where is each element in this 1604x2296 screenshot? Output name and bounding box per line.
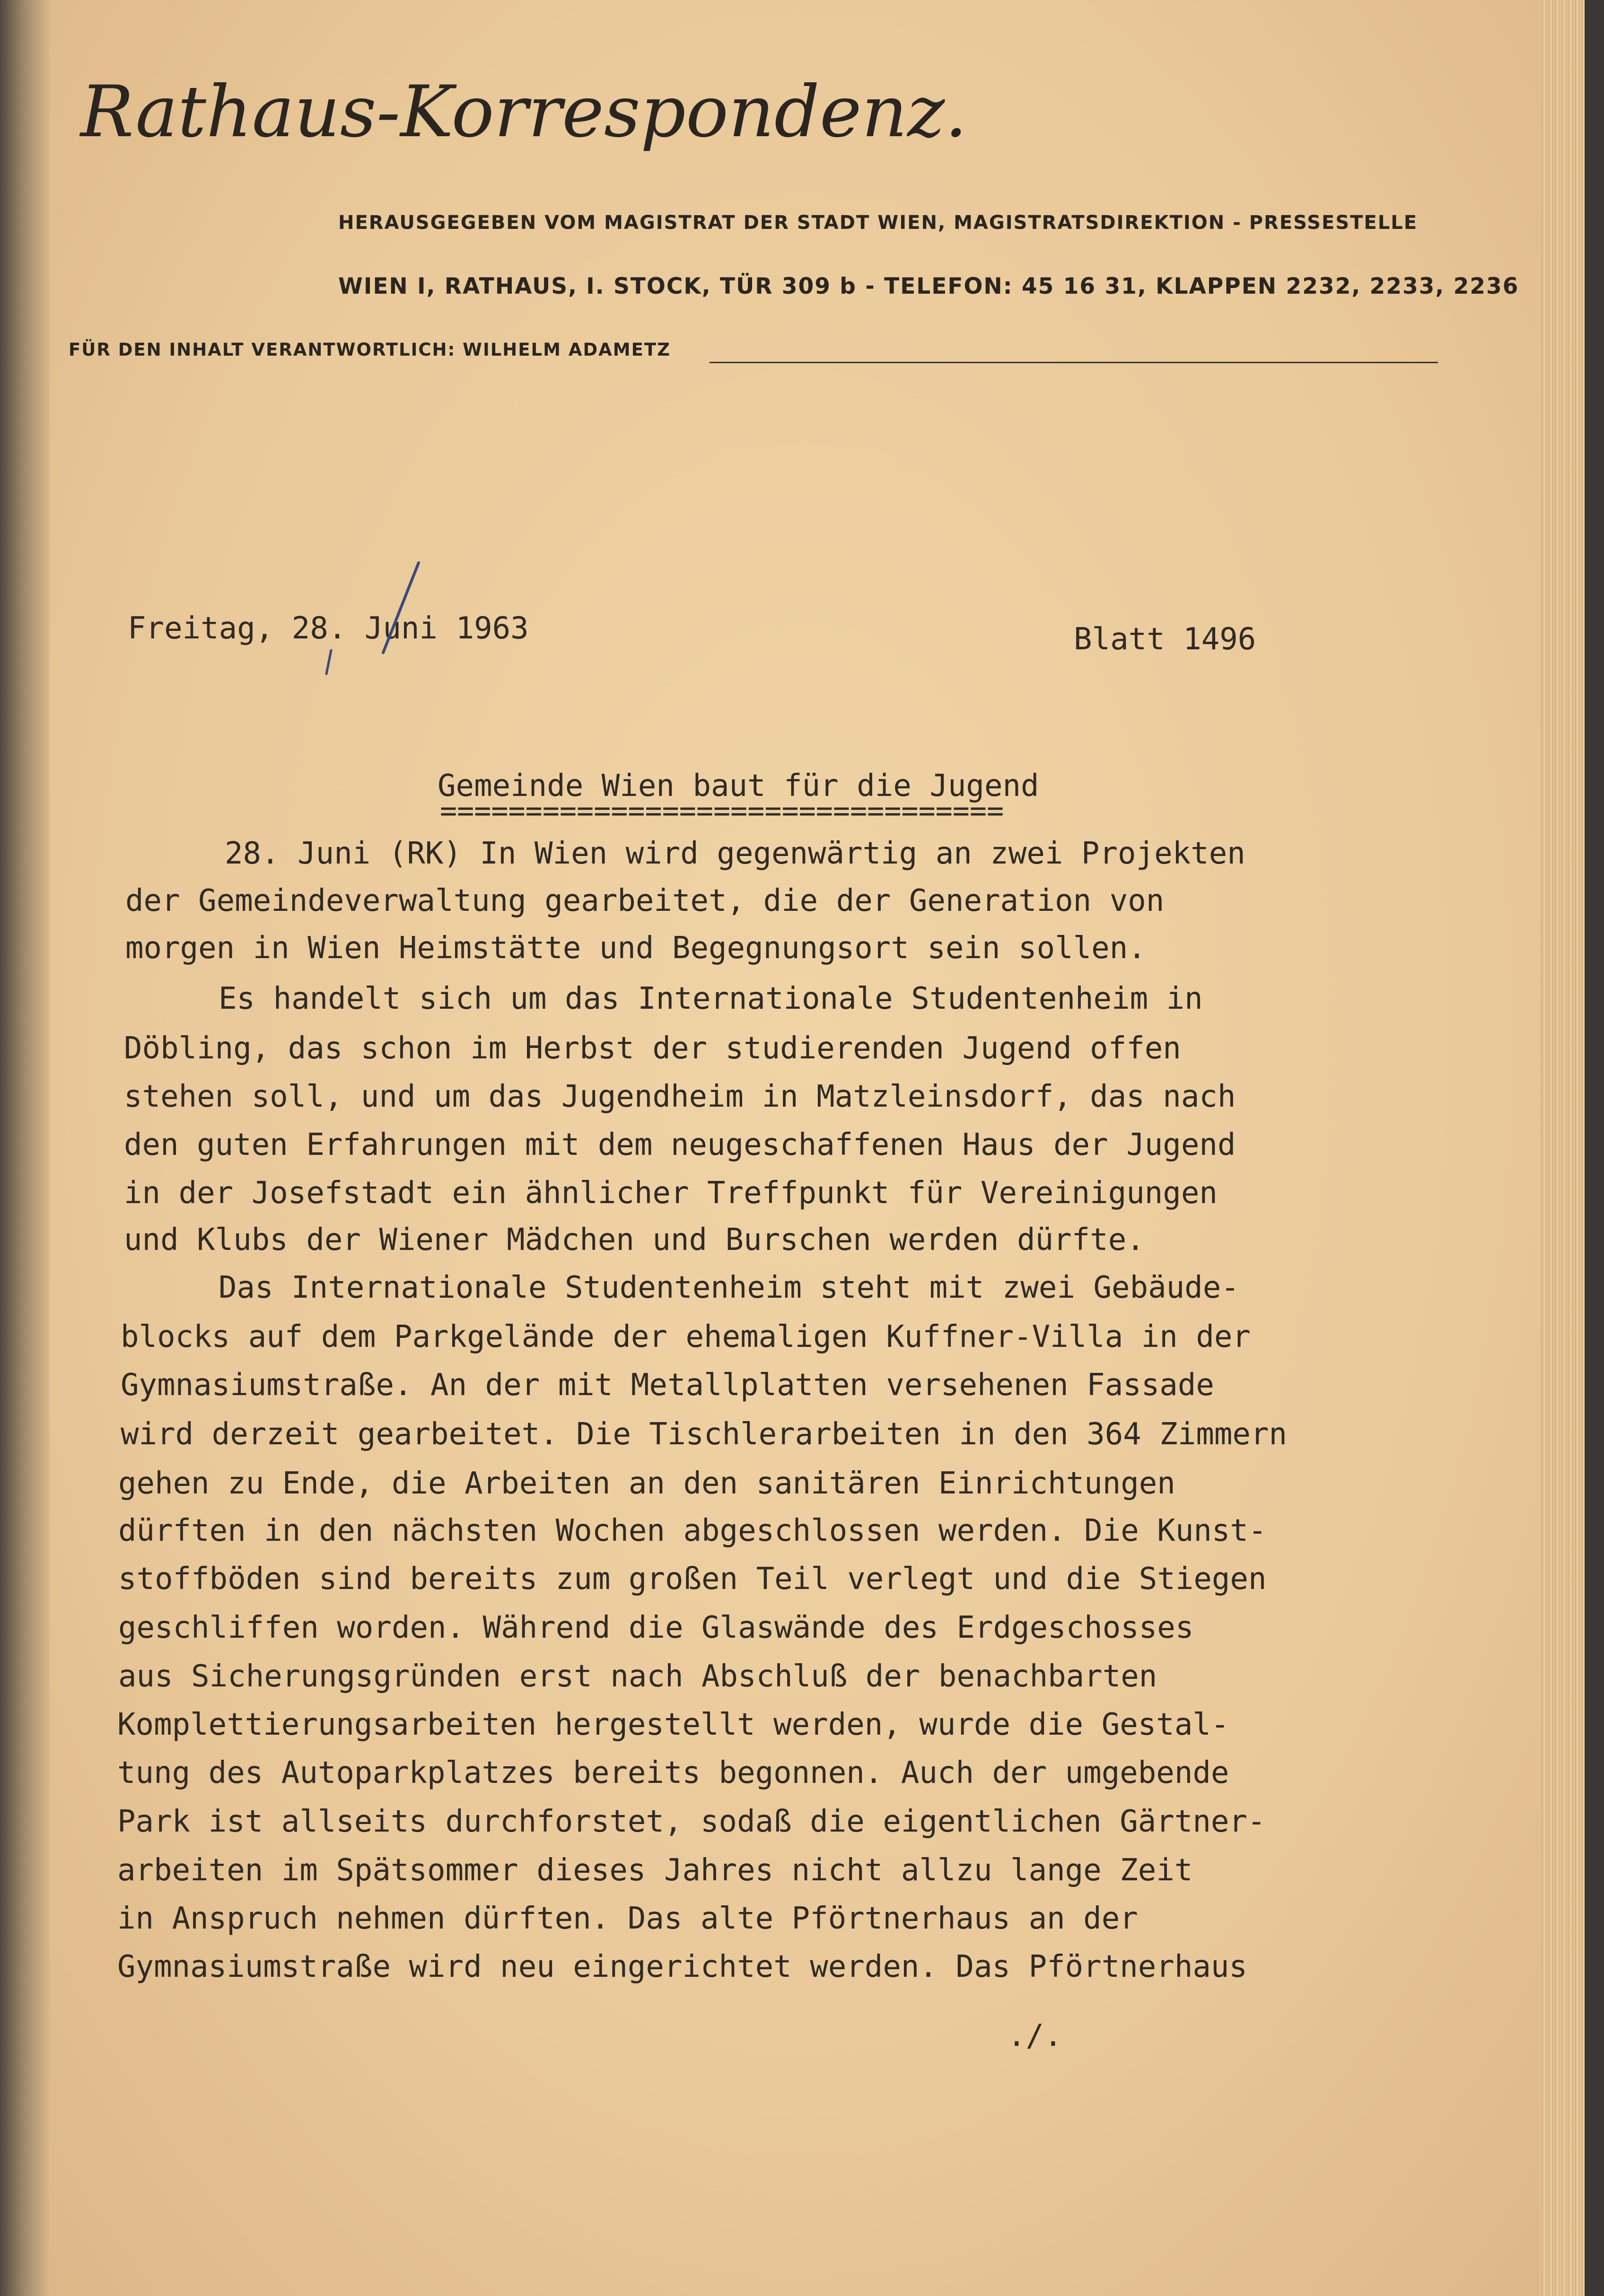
article-line: Das Internationale Studentenheim steht mit zwei Gebäude- [219, 1270, 1239, 1305]
article-line: gehen zu Ende, die Arbeiten an den sanitären Einrichtungen [118, 1466, 1175, 1501]
article-line: tung des Autoparkplatzes bereits begonnen. Auch der umgebende [117, 1755, 1229, 1790]
article-line: und Klubs der Wiener Mädchen und Burschen werden dürfte. [124, 1222, 1145, 1257]
binding-gutter [0, 0, 50, 2296]
article-line: wird derzeit gearbeitet. Die Tischlerarbeiten in den 364 Zimmern [121, 1417, 1287, 1452]
article-line: arbeiten im Spätsommer dieses Jahres nicht allzu lange Zeit [117, 1853, 1193, 1888]
continuation-mark: ./. [1008, 2018, 1062, 2053]
date-line: Freitag, 28. Juni 1963 [128, 611, 529, 646]
masthead-rule [710, 362, 1438, 363]
article-line: Döbling, das schon im Herbst der studierenden Jugend offen [124, 1031, 1181, 1066]
article-line: der Gemeindeverwaltung gearbeitet, die der Generation von [125, 883, 1165, 918]
article-line: in der Josefstadt ein ähnlicher Treffpunkt für Vereinigungen [124, 1176, 1218, 1211]
masthead-title: Rathaus-Korrespondenz. [80, 71, 967, 153]
masthead-responsible: FÜR DEN INHALT VERANTWORTLICH: WILHELM ADAMETZ [69, 340, 671, 360]
masthead-publisher: HERAUSGEGEBEN VOM MAGISTRAT DER STADT WIEN, MAGISTRATSDIREKTION - PRESSESTELLE [338, 212, 1418, 234]
article-line: geschliffen worden. Während die Glaswände des Erdgeschosses [118, 1610, 1194, 1645]
headline-underline: ================================= [440, 794, 1004, 828]
article-line: dürften in den nächsten Wochen abgeschlossen werden. Die Kunst- [118, 1513, 1267, 1548]
article-line: morgen in Wien Heimstätte und Begegnungsort sein sollen. [125, 931, 1146, 966]
sheet-number: Blatt 1496 [1074, 622, 1256, 657]
article-line: Gymnasiumstraße. An der mit Metallplatten versehenen Fassade [121, 1368, 1214, 1403]
article-line: stehen soll, und um das Jugendheim in Matzleinsdorf, das nach [124, 1079, 1236, 1114]
background-edge [1585, 0, 1604, 2296]
article-line: Park ist allseits durchforstet, sodaß die eigentlichen Gärtner- [117, 1804, 1266, 1839]
article-headline: Gemeinde Wien baut für die Jugend [438, 768, 1039, 803]
check-mark-icon [312, 558, 430, 681]
article-line: Gymnasiumstraße wird neu eingerichtet werden. Das Pförtnerhaus [117, 1949, 1247, 1984]
article-line: den guten Erfahrungen mit dem neugeschaffenen Haus der Jugend [124, 1127, 1236, 1162]
article-line: aus Sicherungsgründen erst nach Abschluß der benachbarten [118, 1659, 1157, 1694]
masthead-address: WIEN I, RATHAUS, I. STOCK, TÜR 309 b - TELEFON: 45 16 31, KLAPPEN 2232, 2233, 2236 [338, 273, 1519, 299]
article-line: stoffböden sind bereits zum großen Teil verlegt und die Stiegen [118, 1562, 1267, 1597]
article-line: Komplettierungsarbeiten hergestellt werden, wurde die Gestal- [117, 1707, 1229, 1742]
article-line: in Anspruch nehmen dürften. Das alte Pförtnerhaus an der [117, 1901, 1138, 1936]
article-line: 28. Juni (RK) In Wien wird gegenwärtig an zwei Projekten [225, 836, 1245, 871]
article-line: Es handelt sich um das Internationale Studentenheim in [219, 981, 1203, 1016]
article-line: blocks auf dem Parkgelände der ehemaligen Kuffner-Villa in der [121, 1319, 1251, 1354]
